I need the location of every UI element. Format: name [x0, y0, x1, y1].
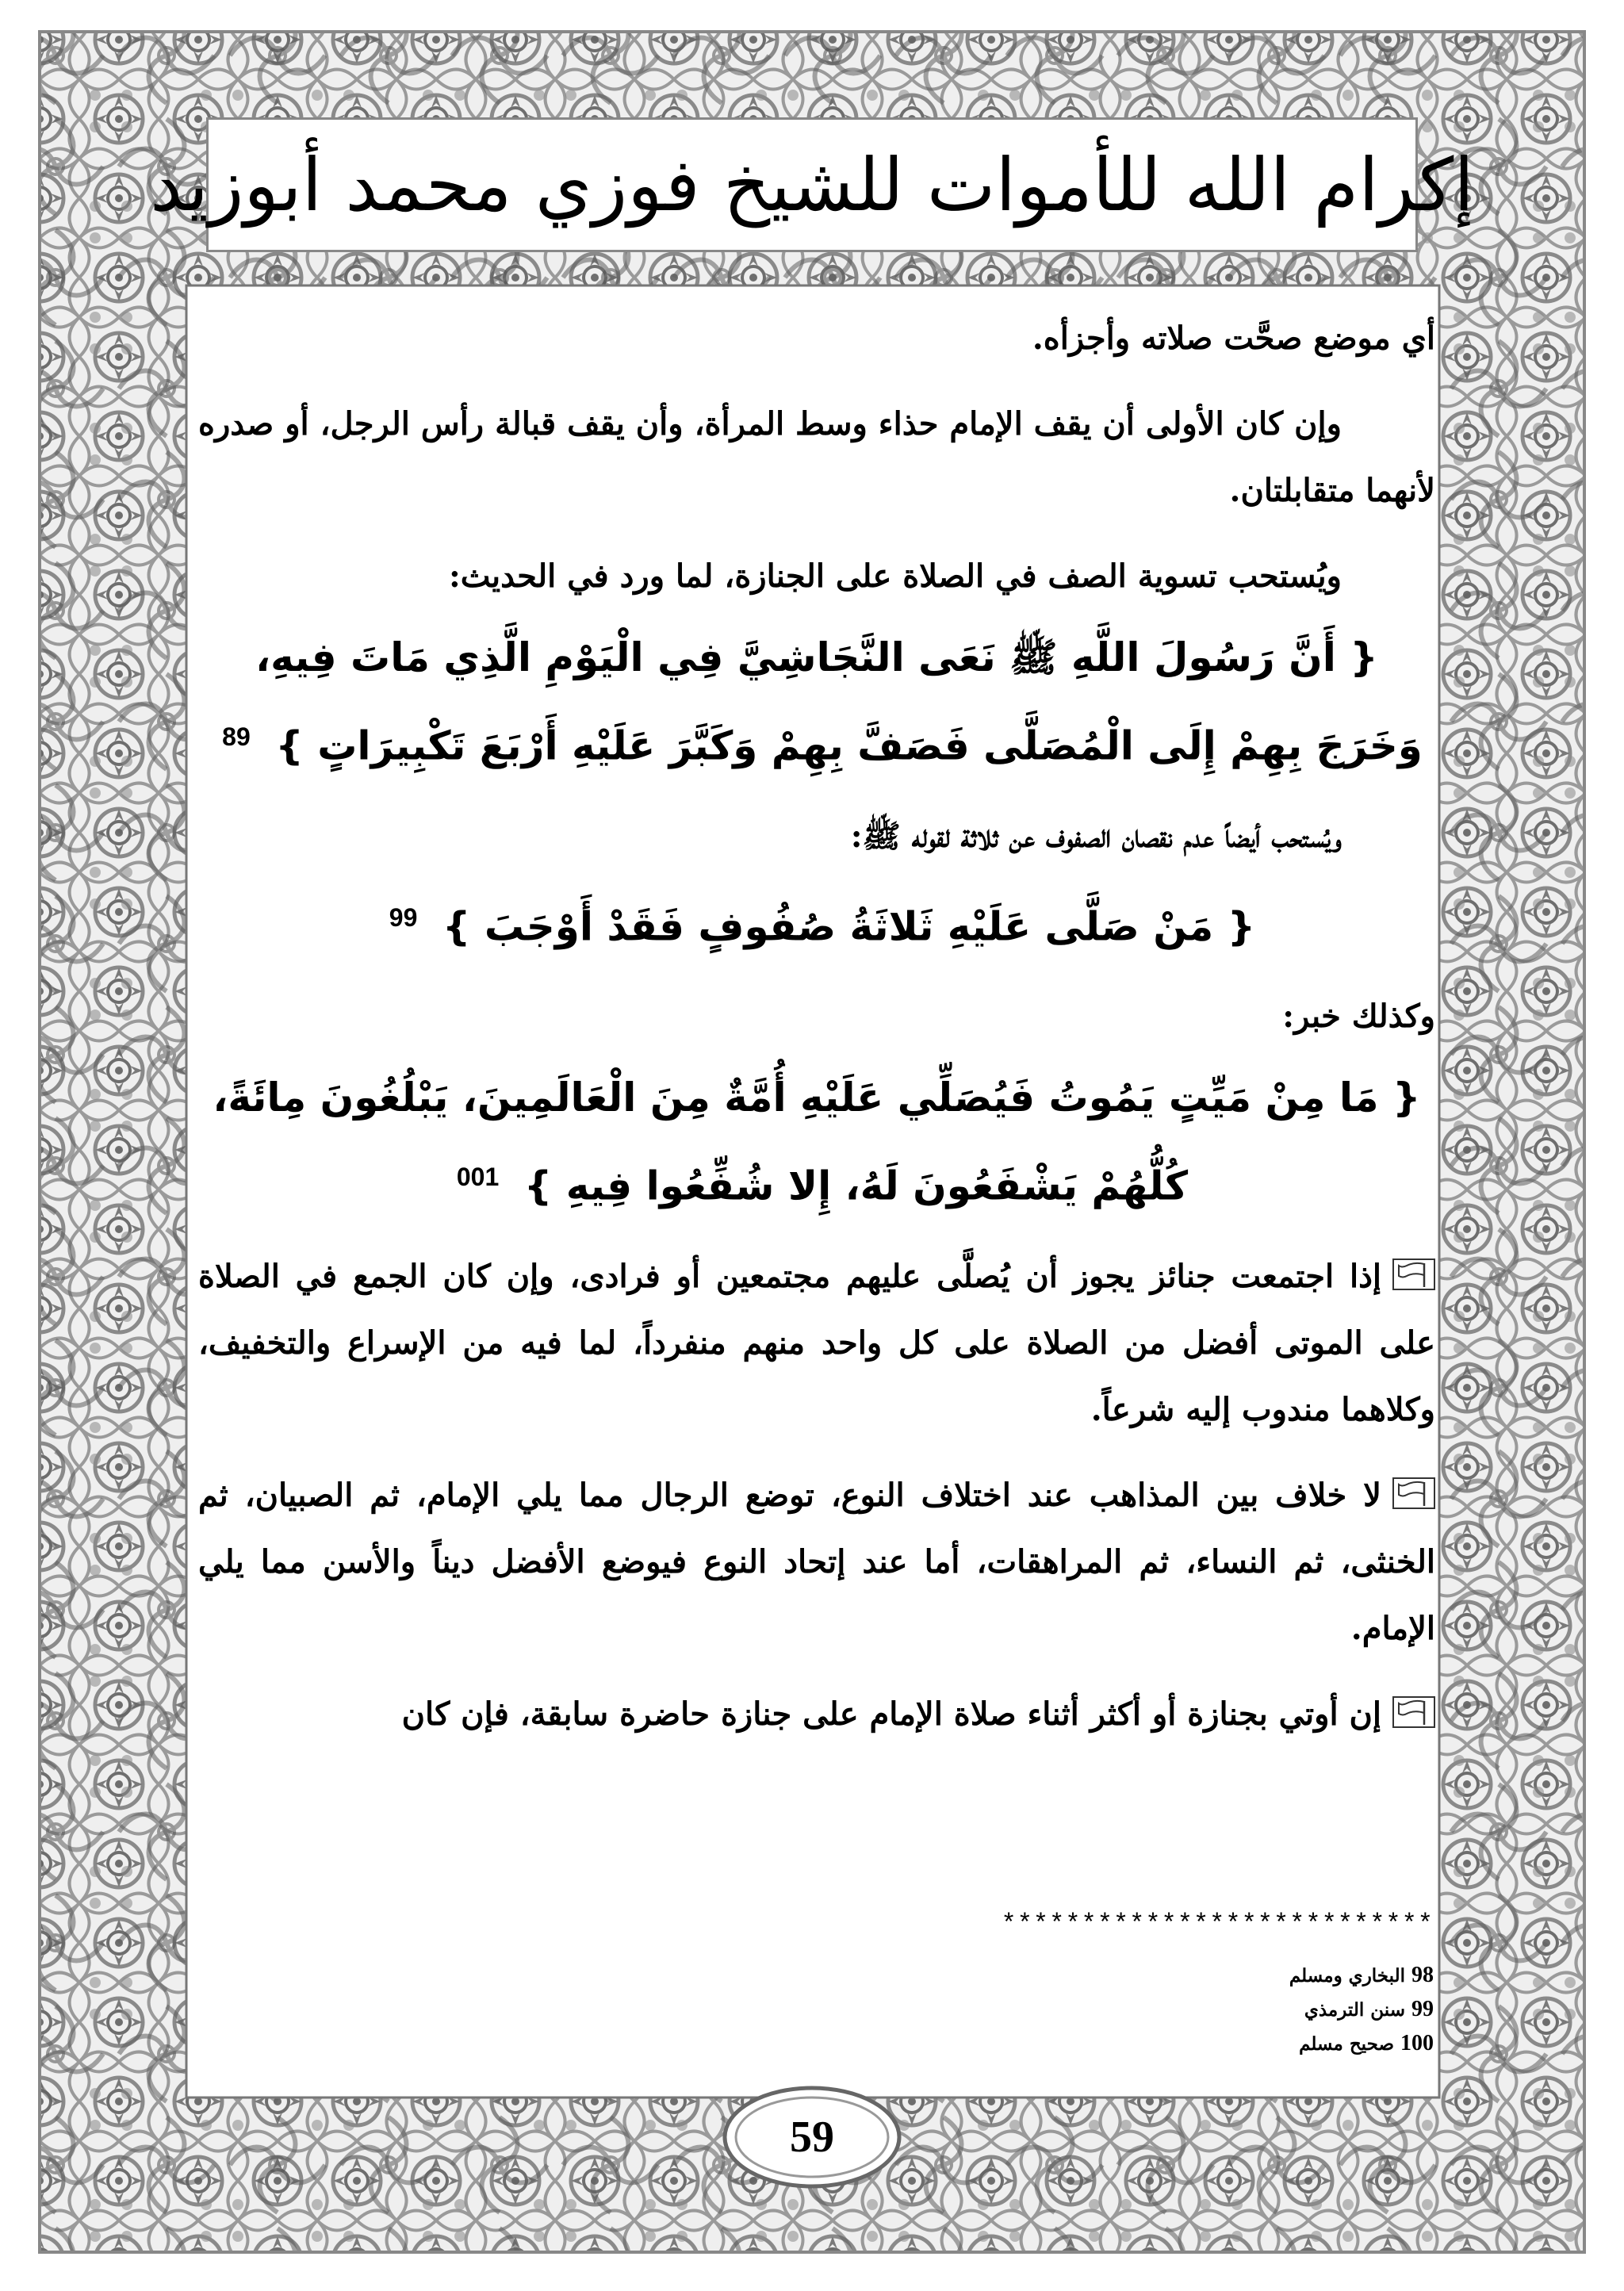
page-number: 59 [790, 2113, 834, 2162]
bullet-paragraph-3-text: إن أوتي بجنازة أو أكثر أثناء صلاة الإمام على جنازة حاضرة سابقة، فإن كان [401, 1695, 1381, 1733]
hadith-3-text: { مَا مِنْ مَيِّتٍ يَمُوتُ فَيُصَلِّي عَلَيْهِ أُمَّةٌ مِنَ الْعَالَمِينَ، يَبْلُغُونَ مِائَةً، كُلُّهُمْ يَشْفَعُونَ لَهُ، إِلا شُفِّعُوا فِيهِ } [213, 1075, 1421, 1209]
footnote-number: 100 [1400, 2031, 1434, 2055]
footnote-separator: *************************** [1001, 1910, 1434, 1939]
footnote-number: 99 [1411, 1997, 1434, 2021]
bullet-paragraph-1-text: إذا اجتمعت جنائز يجوز أن يُصلَّى عليهم مجتمعين أو فرادى، وإن كان الجمع في الصلاة على الموتى أفضل من الصلاة على كل واحد منهم منفرداً، لما فيه من الإسراع والتخفيف، وكلاهما مندوب إليه شرعاً. [198, 1257, 1435, 1428]
footnote-item [1289, 2027, 1434, 2061]
footnote-item [1289, 1959, 1434, 1993]
footnote-text: البخاري ومسلم [1289, 1965, 1405, 1986]
hadith-1 [198, 618, 1435, 786]
book-title: إكرام الله للأموات للشيخ فوزي محمد أبوزيد [150, 142, 1474, 228]
hadith-2-text: { مَنْ صَلَّى عَلَيْهِ ثَلاثَةُ صُفُوفٍ فَقَدْ أَوْجَبَ } [442, 903, 1256, 950]
bullet-paragraph-3 [198, 1681, 1435, 1748]
hadith-3-footnote-ref: 001 [456, 1163, 500, 1192]
page-content [198, 305, 1435, 2082]
paragraph-5: وكذلك خبر: [1282, 998, 1435, 1036]
flag-icon [1392, 1465, 1435, 1497]
flag-icon [1392, 1247, 1435, 1278]
flag-icon [1392, 1684, 1435, 1716]
bullet-paragraph-2 [198, 1462, 1435, 1662]
header-banner [150, 117, 1474, 252]
bullet-paragraph-2-text: لا خلاف بين المذاهب عند اختلاف النوع، توضع الرجال مما يلي الإمام، ثم الصبيان، ثم الخنثى، ثم النساء، ثم المراهقات، أما عند إتحاد النوع فيوضع الأفضل ديناً والأسن مما يلي الإمام. [198, 1476, 1435, 1647]
footnotes [1289, 1959, 1434, 2061]
hadith-2-footnote-ref: 99 [389, 902, 418, 932]
footnote-item [1289, 1993, 1434, 2027]
footnote-number: 98 [1411, 1963, 1434, 1987]
footnote-text: صحيح مسلم [1299, 2033, 1394, 2055]
hadith-1-text: { أَنَّ رَسُولَ اللَّهِ ﷺ نَعَى النَّجَاشِيَّ فِي الْيَوْمِ الَّذِي مَاتَ فِيهِ، وَخَرَجَ بِهِمْ إِلَى الْمُصَلَّى فَصَفَّ بِهِمْ وَكَبَّرَ عَلَيْهِ أَرْبَعَ تَكْبِيرَاتٍ } [255, 634, 1423, 769]
hadith-3 [198, 1058, 1435, 1226]
footnote-text: سنن الترمذي [1304, 1999, 1405, 2021]
paragraph-2: وإن كان الأولى أن يقف الإمام حذاء وسط المرأة، وأن يقف قبالة رأس الرجل، أو صدره لأنهما متقابلتان. [198, 405, 1435, 509]
paragraph-4: ويُستحب أيضاً عدم نقصان الصفوف عن ثلاثة لقوله ﷺ: [850, 817, 1342, 855]
paragraph-3: ويُستحب تسوية الصف في الصلاة على الجنازة، لما ورد في الحديث: [449, 557, 1342, 595]
page-number-cartouche [733, 2098, 891, 2177]
paragraph-1: أي موضع صحَّت صلاته وأجزأه. [1032, 320, 1435, 357]
bullet-paragraph-1 [198, 1243, 1435, 1443]
hadith-2 [198, 878, 1435, 967]
hadith-1-footnote-ref: 89 [222, 722, 251, 751]
